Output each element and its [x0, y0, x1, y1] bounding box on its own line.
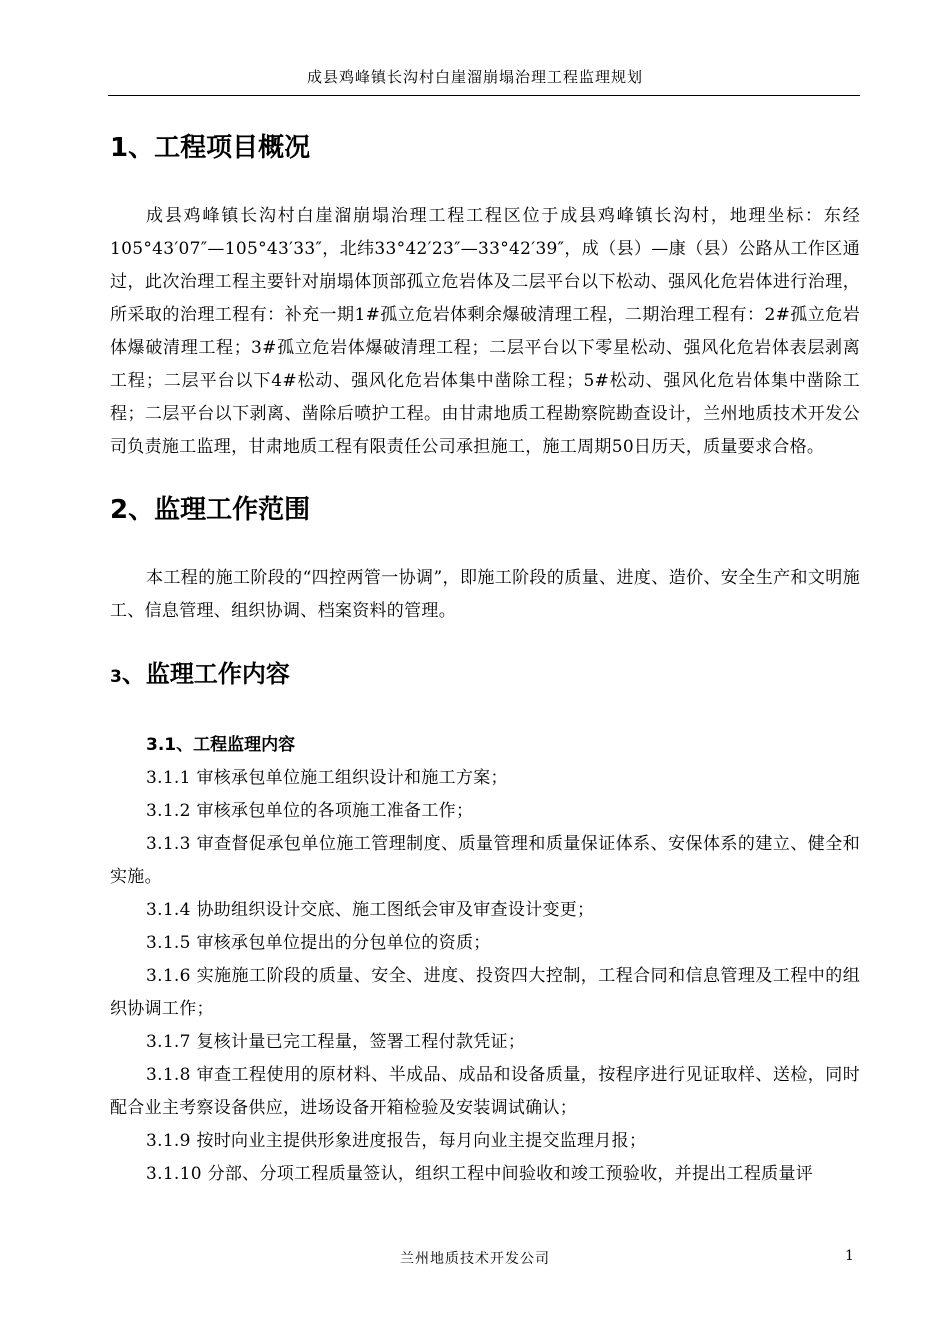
section-2-paragraph: 本工程的施工阶段的“四控两管一协调”，即施工阶段的质量、进度、造价、安全生产和文明施工、信息管理、组织协调、档案资料的管理。: [110, 568, 860, 621]
list-item: 3.1.3 审查督促承包单位施工管理制度、质量管理和质量保证体系、安保体系的建立、健全和实施。: [110, 834, 860, 887]
section-3-title: 、监理工作内容: [121, 660, 290, 688]
section-1-heading: 1、工程项目概况: [110, 133, 311, 163]
list-item: 3.1.4 协助组织设计交底、施工图纸会审及审查设计变更；: [146, 900, 595, 920]
header-rule: [108, 95, 860, 96]
list-item: 3.1.5 审核承包单位提出的分包单位的资质；: [146, 933, 491, 953]
list-item: 3.1.6 实施施工阶段的质量、安全、进度、投资四大控制，工程合同和信息管理及工程中的组织协调工作；: [110, 966, 860, 1019]
section-2-heading: 2、监理工作范围: [110, 495, 311, 525]
list-item: 3.1.8 审查工程使用的原材料、半成品、成品和设备质量，按程序进行见证取样、送检，同时配合业主考察设备供应，进场设备开箱检验及安装调试确认；: [110, 1065, 860, 1118]
list-item: 3.1.1 审核承包单位施工组织设计和施工方案；: [146, 768, 508, 788]
page-number: 1: [845, 1248, 854, 1264]
section-3-heading: [110, 656, 860, 695]
list-item: 3.1.9 按时向业主提供形象进度报告，每月向业主提交监理月报；: [146, 1131, 647, 1151]
list-item: 3.1.7 复核计量已完工程量，签署工程付款凭证；: [146, 1032, 526, 1052]
section-3-number: 3: [110, 667, 122, 687]
section-1-paragraph: 成县鸡峰镇长沟村白崖溜崩塌治理工程工程区位于成县鸡峰镇长沟村，地理坐标：东经105°43′07″—105°43′33″，北纬33°42′23″—33°42′39″，成（县）—康（县）公路从工作区通过，此次治理工程主要针对崩塌体顶部孤立危岩体及二层平台以下松动、强风化危岩体进行治理，所采取的治理工程有：补充一期1#孤立危岩体剩余爆破清理工程，二期治理工程有：2#孤立危岩体爆破清理工程；3#孤立危岩体爆破清理工程；二层平台以下零星松动、强风化危岩体表层剥离工程；二层平台以下4#松动、强风化危岩体集中凿除工程；5#松动、强风化危岩体集中凿除工程；二层平台以下剥离、凿除后喷护工程。由甘肃地质工程勘察院勘查设计，兰州地质技术开发公司负责施工监理，甘肃地质工程有限责任公司承担施工，施工周期50日历天，质量要求合格。: [110, 206, 860, 457]
subsection-3-1-heading: 3.1、工程监理内容: [146, 735, 296, 755]
list-item: 3.1.2 审核承包单位的各项施工准备工作；: [146, 801, 474, 821]
page-header: 成县鸡峰镇长沟村白崖溜崩塌治理工程监理规划: [306, 68, 643, 86]
list-item: 3.1.10 分部、分项工程质量签认，组织工程中间验收和竣工预验收，并提出工程质量评: [146, 1164, 814, 1184]
document-body: [110, 130, 860, 1191]
page-footer: 兰州地质技术开发公司: [400, 1251, 550, 1267]
